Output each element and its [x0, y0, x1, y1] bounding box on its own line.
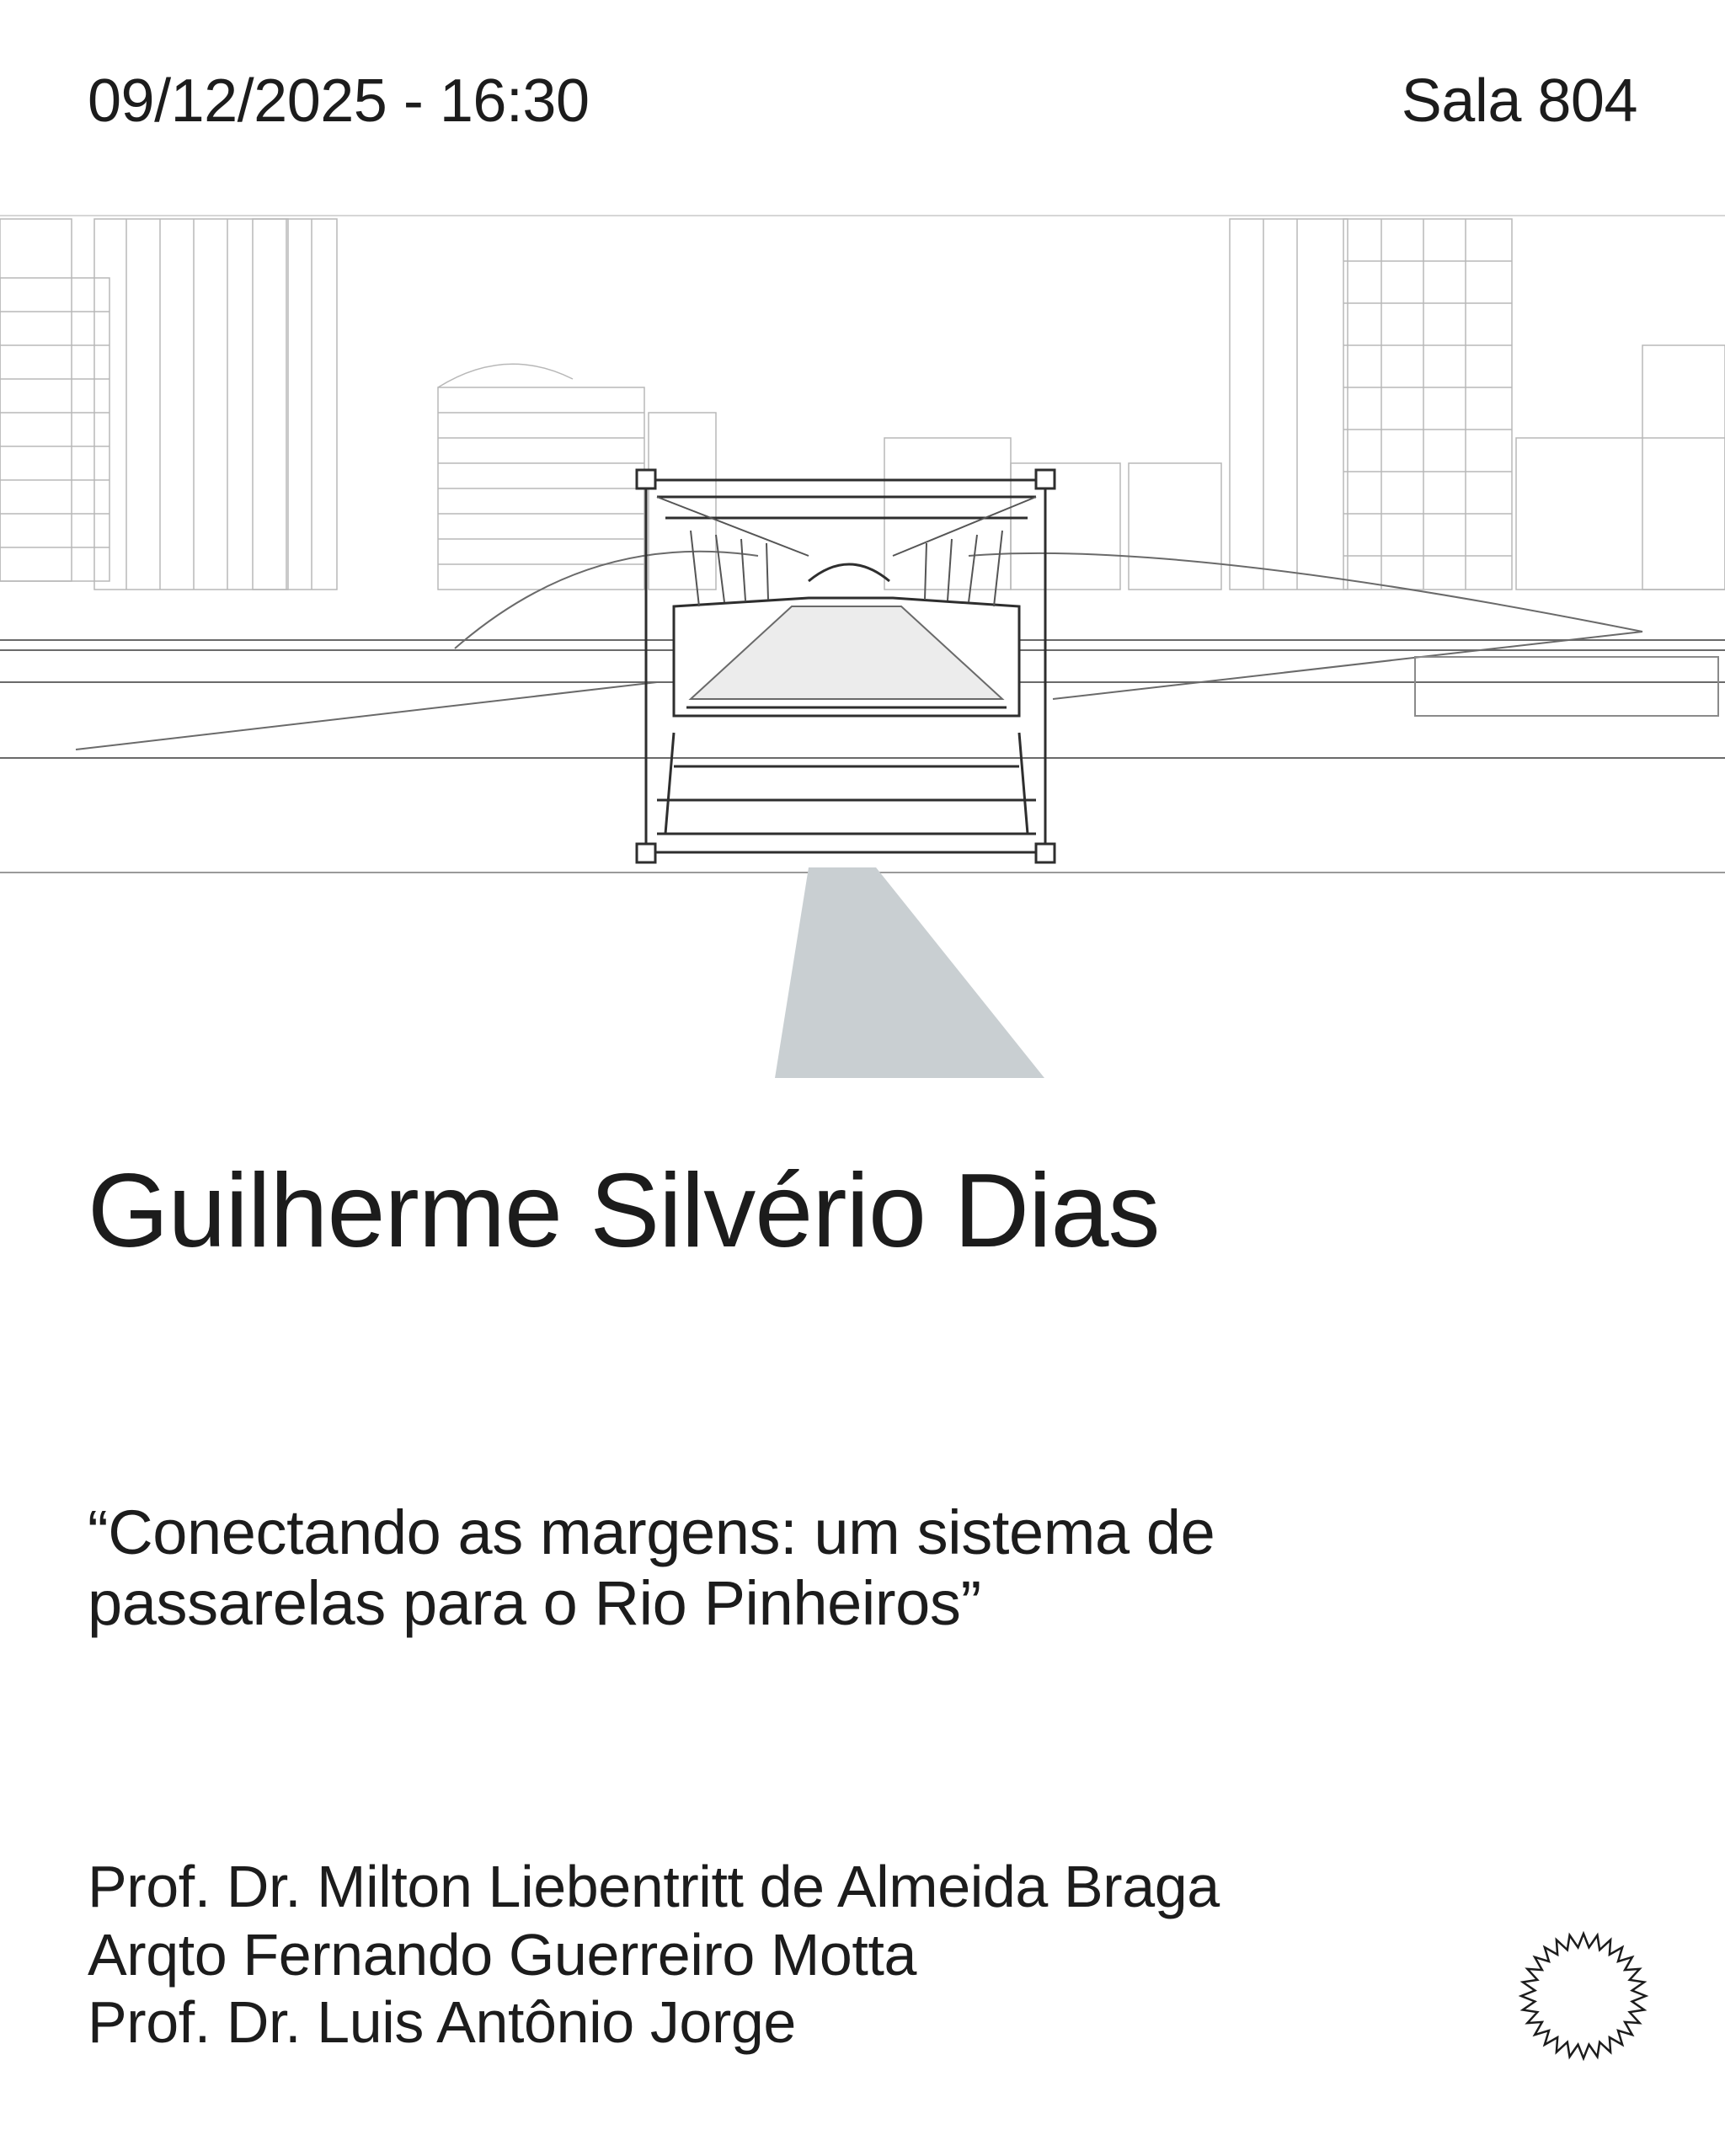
left-buildings	[0, 219, 716, 590]
committee-list	[88, 1853, 1220, 2057]
committee-member: Prof. Dr. Luis Antônio Jorge	[88, 1989, 796, 2055]
event-room: Sala 804	[1401, 67, 1637, 135]
right-buildings	[884, 219, 1725, 590]
bridge-frame	[637, 470, 1055, 862]
thesis-title: “Conectando as margens: um sistema de passarelas para o Rio Pinheiros”	[88, 1497, 1215, 1638]
committee-member: Arqto Fernando Guerreiro Motta	[88, 1921, 917, 1988]
footbridge-illustration	[0, 211, 1725, 1078]
presenter-name: Guilherme Silvério Dias	[88, 1153, 1160, 1269]
event-date-time: 09/12/2025 - 16:30	[88, 67, 590, 135]
committee-member: Prof. Dr. Milton Liebentritt de Almeida Braga	[88, 1854, 1220, 1919]
starburst-seal-icon	[1516, 1929, 1651, 2063]
